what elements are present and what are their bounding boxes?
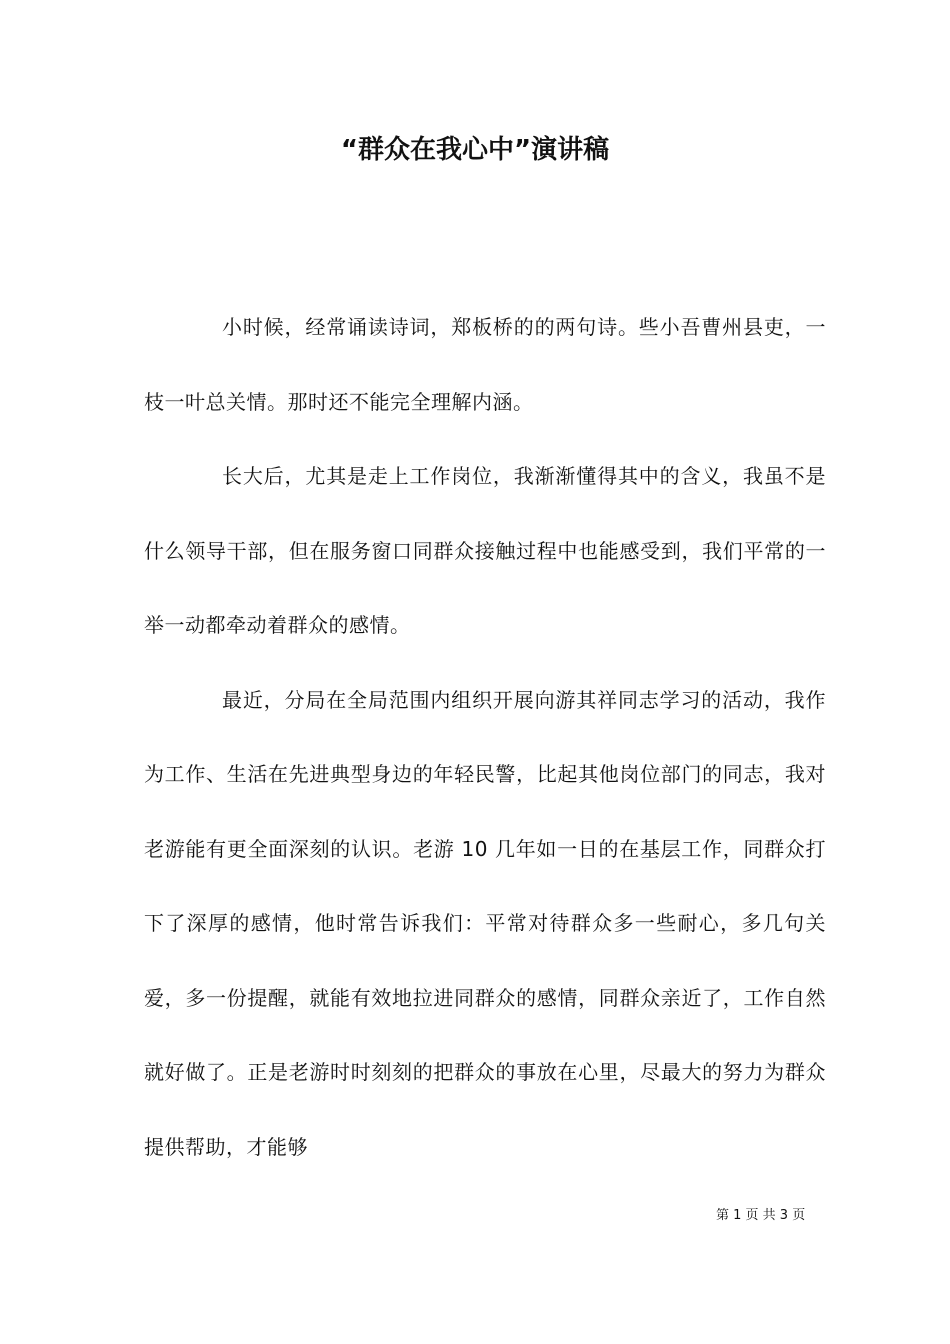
page-number-footer: 第 1 页 共 3 页 [716,1208,806,1223]
paragraph-3: 最近，分局在全局范围内组织开展向游其祥同志学习的活动，我作为工作、生活在先进典型身边的年轻民警，比起其他岗位部门的同志，我对老游能有更全面深刻的认识。老游 10 几年如一日的在基层工作，同群众打下了深厚的感情，他时常告诉我们：平常对待群众多一些耐心，多几句关爱，多一份提醒，就能有效地拉进同群众的感情，同群众亲近了，工作自然就好做了。正是老游时时刻刻的把群众的事放在心里，尽最大的努力为群众提供帮助，才能够 [144,687,826,1159]
paragraph-2: 长大后，尤其是走上工作岗位，我渐渐懂得其中的含义，我虽不是什么领导干部，但在服务窗口同群众接触过程中也能感受到，我们平常的一举一动都牵动着群众的感情。 [144,464,826,637]
document-title: “群众在我心中”演讲稿 [340,135,610,165]
paragraph-1: 小时候，经常诵读诗词，郑板桥的的两句诗。些小吾曹州县吏，一枝一叶总关情。那时还不能完全理解内涵。 [144,315,826,414]
document-body [144,290,826,1184]
